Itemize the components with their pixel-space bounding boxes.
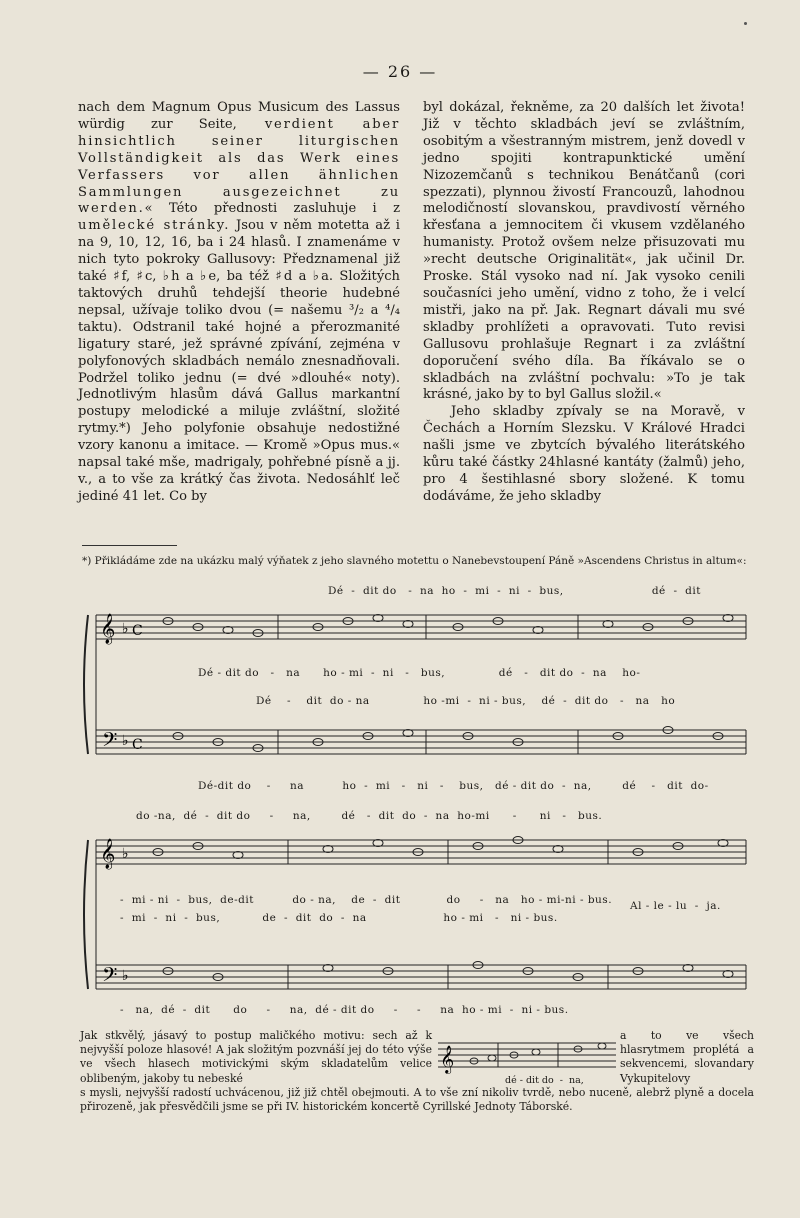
svg-text:𝄢: 𝄢 xyxy=(102,728,118,756)
lyric-voice-4: - na, dé - dit do - na, dé - dit do - - na ho - mi - ni - bus. xyxy=(120,1004,569,1016)
spaced-text-run: verdient aber hinsichtlich seiner liturgischen Vollständigkeit als das Werk eines Verfassers vor allen ähnlichen Sammlungen ausgezeichnet zu werden. xyxy=(78,116,400,217)
svg-text:𝄢: 𝄢 xyxy=(102,963,118,991)
right-paragraph-2: Jeho skladby zpívaly se na Moravě, v Čechách a Horním Slezsku. V Králové Hradci našli jsme ve zbytcích bývalého literátského kůru také částky 24hlasné kantáty (žalmů) jeho, pro 4 šestihlasné sbory složené. K tomu dodáváme, že jeho skladby xyxy=(423,404,745,504)
footnote-rule xyxy=(82,545,177,546)
svg-text:𝄞: 𝄞 xyxy=(100,839,116,869)
lyric-alleluja: Al - le - lu - ja. xyxy=(630,900,721,912)
closing-text-left: Jak stkvělý, jásavý to postup maličkého motivu: sech až k nejvyšší poloze hlasové! A jak složitým pozvnáší jej do této výše ve všech hlasech motivickými ským skladatelům velice oblibeným, jakoby tu nebeské xyxy=(80,1029,432,1085)
svg-text:♭: ♭ xyxy=(122,968,129,984)
svg-text:♭: ♭ xyxy=(122,733,129,749)
motif-lyric: dé - dit do - na, xyxy=(505,1075,584,1086)
lyric-voice-2: - mi - ni - bus, de-dit do - na, de - dit do - na ho - mi-ni - bus. xyxy=(120,894,613,906)
score-system-2 xyxy=(78,810,758,1025)
text-run: nach dem Magnum Opus Musicum des Lassus würdig zur Seite, xyxy=(78,100,400,132)
left-column xyxy=(78,100,400,506)
lyric-voice-2: Dé - dit do - na ho - mi - ni - bus, dé - dit do - na ho- xyxy=(198,667,641,679)
page-number: — 26 — xyxy=(362,62,438,81)
spaced-text-run: umělecké stránky. xyxy=(78,218,231,234)
lyric-voice-3: Dé - dit do - na ho -mi - ni - bus, dé - dit do - na ho xyxy=(256,695,676,707)
lyric-voice-1: do -na, dé - dit do - na, dé - dit do - na ho-mi - ni - bus. xyxy=(136,810,603,822)
footnote: *) Přikládáme zde na ukázku malý výňatek z jeho slavného motettu o Nanebevstoupení Páně »Ascendens Christus in altum«: xyxy=(82,555,747,567)
lyric-voice-3: - mi - ni - bus, de - dit do - na ho - mi - ni - bus. xyxy=(120,912,558,924)
svg-text:C: C xyxy=(132,737,143,753)
svg-text:𝄞: 𝄞 xyxy=(440,1045,455,1073)
text-run: « Této přednosti zasluhuje i z xyxy=(144,201,400,217)
svg-text:♭: ♭ xyxy=(122,846,129,862)
closing-text-full: s mysli, nejvyšší radostí uchvácenou, již již chtěl obejmouti. A to vše zní nikoliv tvrdě, nebo nuceně, alebrž plyně a docela přirozeně, jak přesvědčili jsme se při IV. historickém koncertě Cyrillské Jednoty Táborské. xyxy=(80,1086,754,1114)
svg-text:𝄞: 𝄞 xyxy=(100,614,116,644)
left-paragraph xyxy=(78,100,400,506)
closing-text-right: a to ve všech hlasrytmem proplétá a sekvencemi, slovandary Vykupitelovy xyxy=(620,1029,754,1085)
lyric-voice-4: Dé-dit do - na ho - mi - ni - bus, dé - dit do - na, dé - dit do- xyxy=(198,780,709,792)
text-run: Jsou v něm motetta až i na 9, 10, 12, 16, ba i 24 hlasů. I znamenáme v nich tyto pokroky Gallusovy: Předznamenal již také ♯f, ♯c, ♭h a ♭e, ba též ♯d a ♭a. Složitých taktových druhů tehdejší theorie hudebné nepsal, užívaje toliko dvou (= našemu ³/₂ a ⁴/₄ taktu). Odstranil také hojné a přerozmanité ligatury staré, jež správné zpívání, zejména v polyfonových skladbách nemálo znesnadňovali. Podržel toliko jednu (= dvé »dlouhé« noty). Jednotlivým hlasům dává Gallus markantní postupy melodické a miluje zvláštní, složité rytmy.*) Jeho polyfonie obsahuje nedostižné vzory kanonu a imitace. — Kromě »Opus mus.« napsal také mše, madrigaly, pohřebné písně a jj. v., a to vše za krátký čas života. Nedosáhlť leč jediné 41 let. Co by xyxy=(78,218,400,504)
svg-text:C: C xyxy=(132,623,143,639)
right-column xyxy=(423,100,745,506)
right-paragraph-1: byl dokázal, řekněme, za 20 dalších let života! Již v těchto skladbách jeví se zvláštním, osobitým a všestranným mistrem, jenž dovedl v jedno spojiti kontrapunktické umění Nizozemčanů s technikou Benátčanů (cori spezzati), plynnou živostí Francouzů, lahodnou melodičností slovanskou, pravdivostí věrného křesťana a jemnocitem či vkusem vzdělaného humanisty. Protož ovšem nelze přisuzovati mu »recht deutsche Originalität«, jak učinil Dr. Proske. Stál vysoko nad ní. Jak vysoko cenili současníci jeho umění, vidno z toho, že i velcí mistři, jako na př. Jak. Regnart dávali mu své skladby prohlížeti a opravovati. Tuto revisi Gallusovu prohlašuje Regnart i za zvláštní doporučení svého díla. Ba říkávalo se o skladbách na zvláštní pochvalu: »To je tak krásné, jako by to byl Gallus složil.« xyxy=(423,100,745,403)
score-system-1 xyxy=(78,585,758,805)
lyric-voice-1: Dé - dit do - na ho - mi - ni - bus, dé - dit xyxy=(328,585,701,597)
speck xyxy=(744,22,747,25)
svg-text:♭: ♭ xyxy=(122,621,129,637)
